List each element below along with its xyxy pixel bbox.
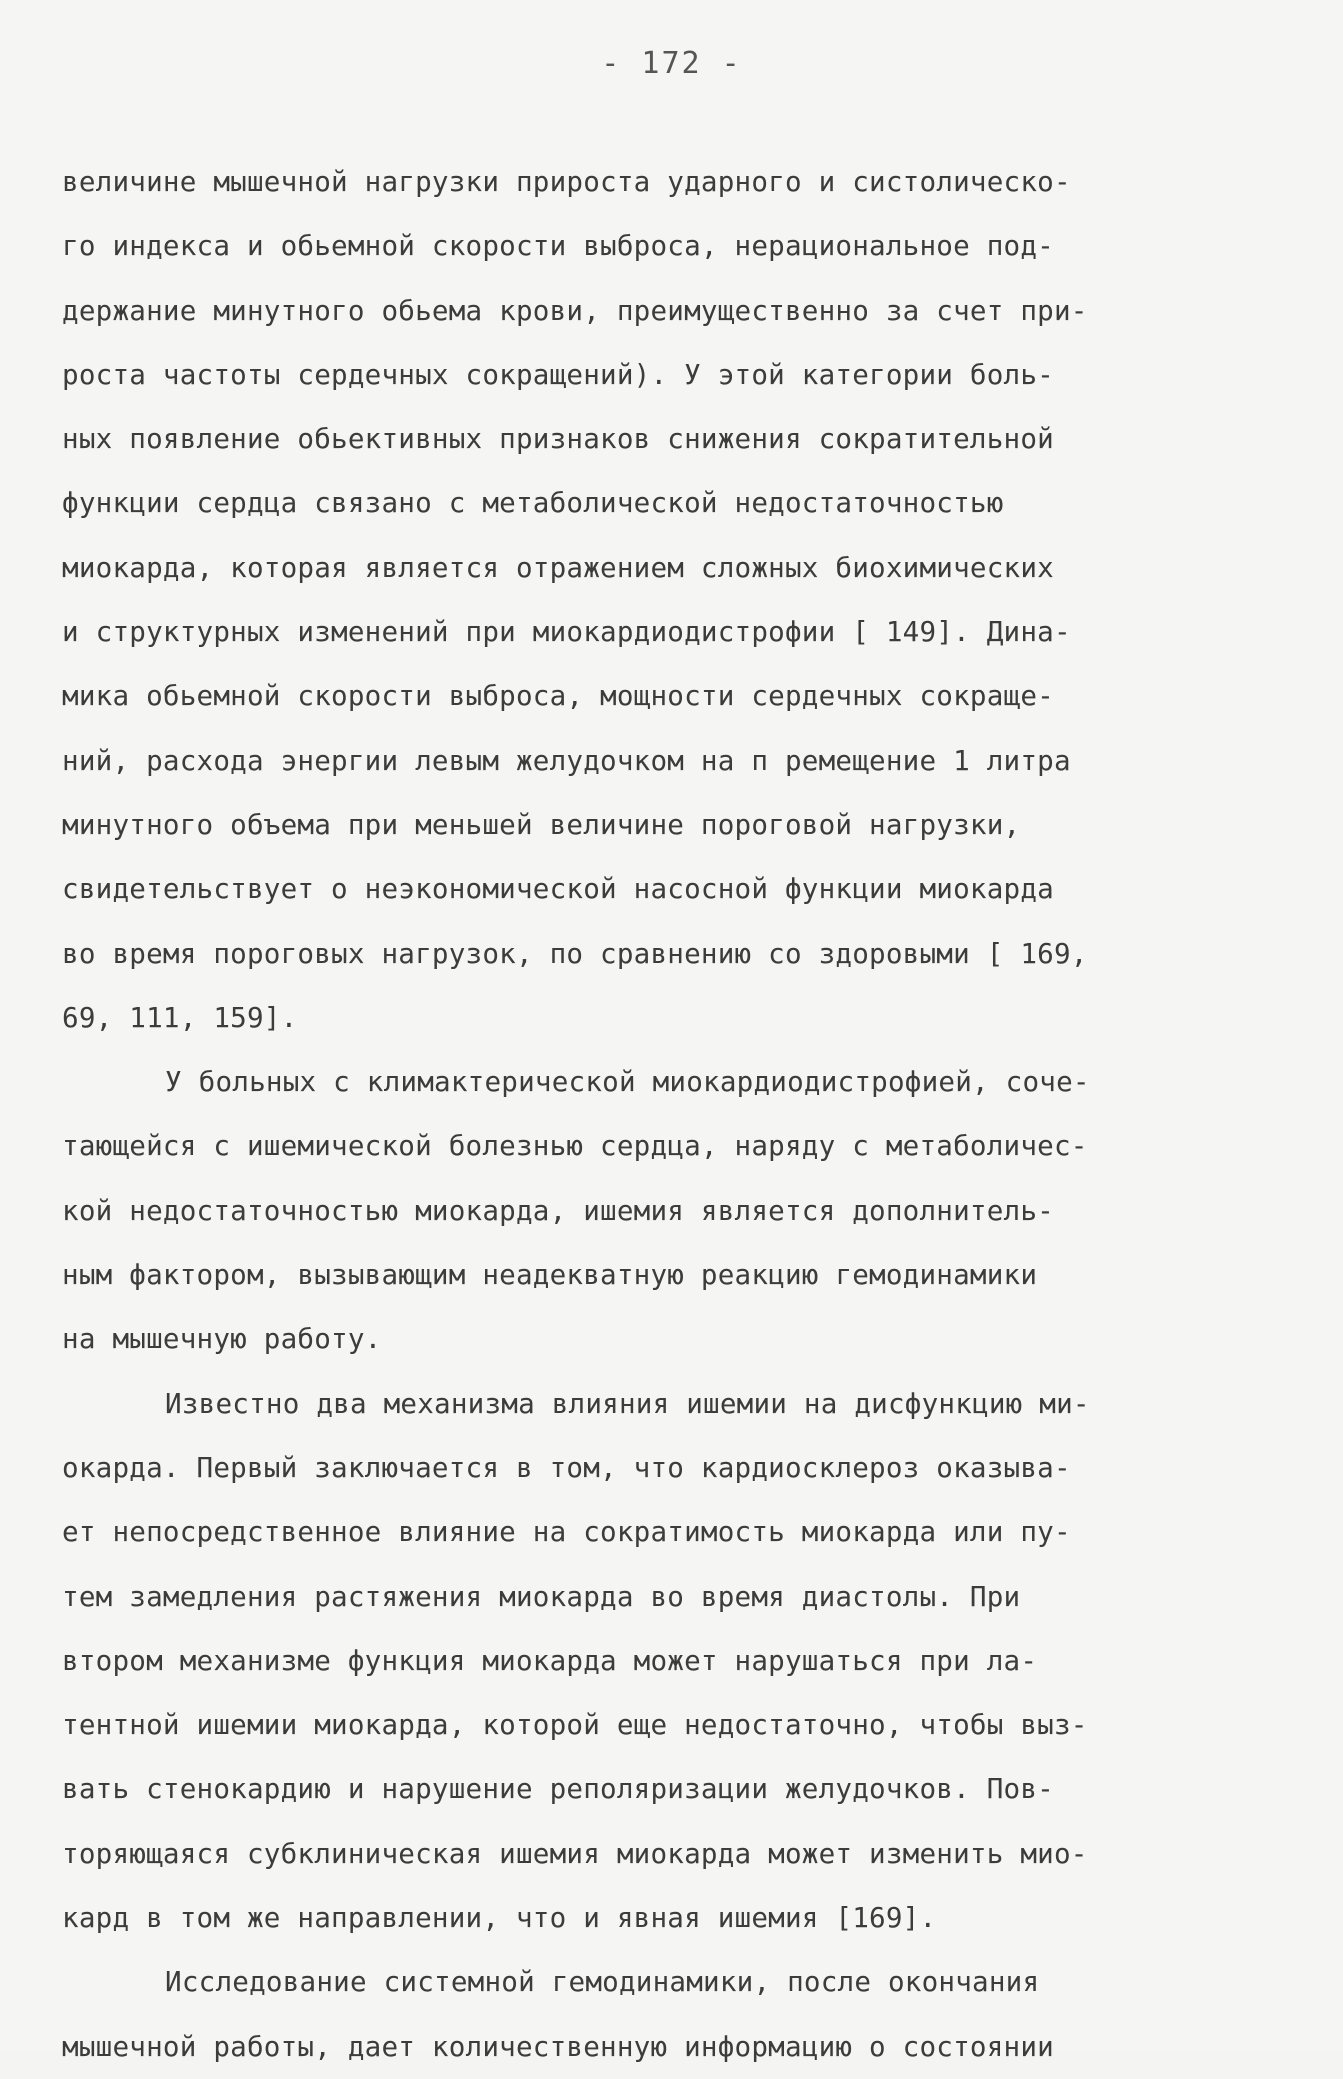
text-line: тем замедления растяжения миокарда во время диастолы. При (62, 1579, 1021, 1613)
text-line: и структурных изменений при миокардиодистрофии [ 149]. Дина- (62, 615, 1071, 649)
text-line: втором механизме функция миокарда может нарушаться при ла- (62, 1643, 1038, 1677)
text-line: 69, 111, 159]. (62, 1000, 298, 1034)
text-line: роста частоты сердечных сокращений). У этой категории боль- (62, 357, 1054, 391)
text-line: свидетельствует о неэкономической насосной функции миокарда (62, 872, 1054, 906)
text-line: функции сердца связано с метаболической недостаточностью (62, 486, 1004, 520)
text-line: ний, расхода энергии левым желудочком на п ремещение 1 литра (62, 743, 1071, 777)
text-line: во время пороговых нагрузок, по сравнению со здоровыми [ 169, (62, 936, 1088, 970)
text-line: на мышечную работу. (62, 1322, 382, 1356)
paragraph-first-line: У больных с климактерической миокардиодистрофией, соче- (165, 1065, 1090, 1099)
text-line: торяющаяся субклиническая ишемия миокарда может изменить мио- (62, 1836, 1088, 1870)
text-line: ным фактором, вызывающим неадекватную реакцию гемодинамики (62, 1258, 1038, 1292)
text-line: миокарда, которая является отражением сложных биохимических (62, 550, 1054, 584)
text-line: ных появление обьективных признаков снижения сократительной (62, 422, 1054, 456)
text-line: окарда. Первый заключается в том, что кардиосклероз оказыва- (62, 1450, 1071, 1484)
text-line: го индекса и обьемной скорости выброса, нерациональное под- (62, 229, 1054, 263)
text-line: мышечной работы, дает количественную информацию о состоянии (62, 2029, 1054, 2063)
text-line: держание минутного обьема крови, преимущественно за счет при- (62, 293, 1088, 327)
text-line: кой недостаточностью миокарда, ишемия является дополнитель- (62, 1193, 1054, 1227)
page-number: - 172 - (601, 46, 742, 81)
text-line: минутного объема при меньшей величине пороговой нагрузки, (62, 807, 1021, 841)
body-text (62, 150, 1287, 2079)
paragraph-first-line: Известно два механизма влияния ишемии на дисфункцию ми- (165, 1386, 1090, 1420)
text-line: мика обьемной скорости выброса, мощности сердечных сокраще- (62, 679, 1054, 713)
text-line: величине мышечной нагрузки прироста ударного и систолическо- (62, 165, 1071, 198)
paragraph-first-line: Исследование системной гемодинамики, после окончания (165, 1965, 1040, 1999)
text-line: ет непосредственное влияние на сократимость миокарда или пу- (62, 1515, 1071, 1549)
text-line: вать стенокардию и нарушение реполяризации желудочков. Пов- (62, 1772, 1054, 1806)
text-line: тающейся с ишемической болезнью сердца, наряду с метаболичес- (62, 1129, 1088, 1163)
text-line: кард в том же направлении, что и явная ишемия [169]. (62, 1901, 937, 1935)
text-line: тентной ишемии миокарда, которой еще недостаточно, чтобы выз- (62, 1708, 1088, 1742)
